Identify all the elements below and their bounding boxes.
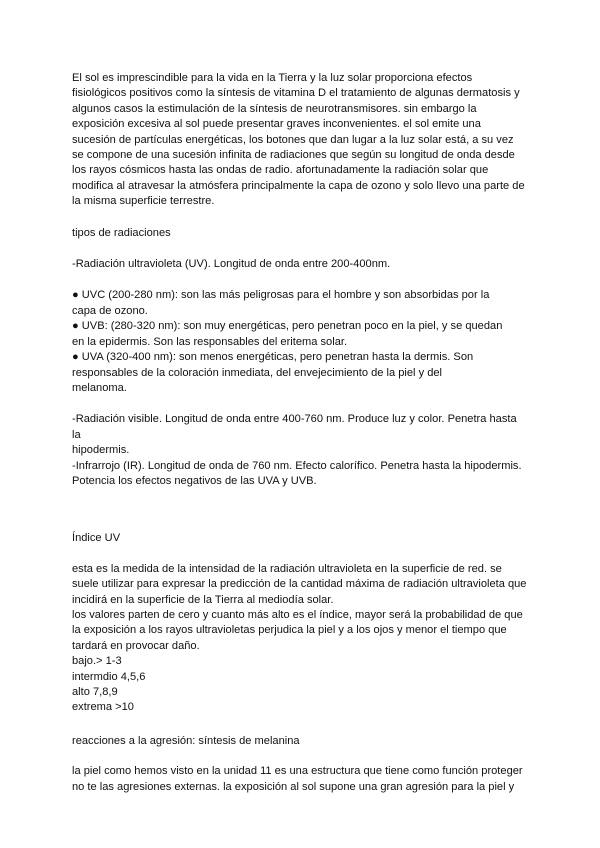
reactions-paragraph: la piel como hemos visto en la unidad 11 es una estructura que tiene como función proteger no te las agresiones externas. la exposición al sol supone una gran agresión para la piel y <box>72 765 523 793</box>
uv-radiation-line: -Radiación ultravioleta (UV). Longitud de onda entre 200-400nm. <box>72 258 391 271</box>
document-page <box>72 71 532 795</box>
reactions-heading: reacciones a la agresión: síntesis de melanina <box>72 734 300 747</box>
uv-index-paragraph: esta es la medida de la intensidad de la radiación ultravioleta en la superficie de red. se suele utilizar para expresar la predicción de la cantidad máxima de radiación ultravioleta que incidirá en la superficie de la Tierra al mediodía solar. los valores parten de cero y cuanto más alto es el índice, mayor será la probabilidad de que la exposición a los rayos ultravioletas perjudica la piel y a los ojos y menor el tiempo que tardará en provocar daño. bajo.> 1-3 intermdio 4,5,6 alto 7,8,9 extrema >10 <box>72 562 527 714</box>
radiation-types-heading: tipos de radiaciones <box>72 226 171 239</box>
uv-index-heading: Índice UV <box>72 532 121 545</box>
uv-bullet-list: ● UVC (200-280 nm): son las más peligrosas para el hombre y son absorbidas por la capa de ozono. ● UVB: (280-320 nm): son muy energéticas, pero penetran poco en la piel, y se quedan en la epidermis. Son las responsables del eritema solar. ● UVA (320-400 nm): son menos energéticas, pero penetran hasta la dermis. Son responsables de la coloración inmediata, del envejecimiento de la piel y del melanoma. <box>72 289 503 394</box>
visible-infrared-paragraph: -Radiación visible. Longitud de onda entre 400-760 nm. Produce luz y color. Penetra hasta la hipodermis. -Infrarrojo (IR). Longitud de onda de 760 nm. Efecto calorífico. Penetra hasta la hipodermis. Potencia los efectos negativos de las UVA y UVB. <box>72 413 522 487</box>
intro-paragraph: El sol es imprescindible para la vida en la Tierra y la luz solar proporciona efectos fisiológicos positivos como la síntesis de vitamina D el tratamiento de algunas dermatosis y algunos casos la estimulación de la síntesis de neurotransmisores. sin embargo la exposición excesiva al sol puede presentar graves inconvenientes. el sol emite una sucesión de partículas energéticas, los botones que dan lugar a la luz solar está, a su vez se compone de una sucesión infinita de radiaciones que según su longitud de onda desde los rayos cósmicos hasta las ondas de radio. afortunadamente la radiación solar que modifica al atravesar la atmósfera principalmente la capa de ozono y solo llevo una parte de la misma superficie terrestre. <box>72 72 525 208</box>
